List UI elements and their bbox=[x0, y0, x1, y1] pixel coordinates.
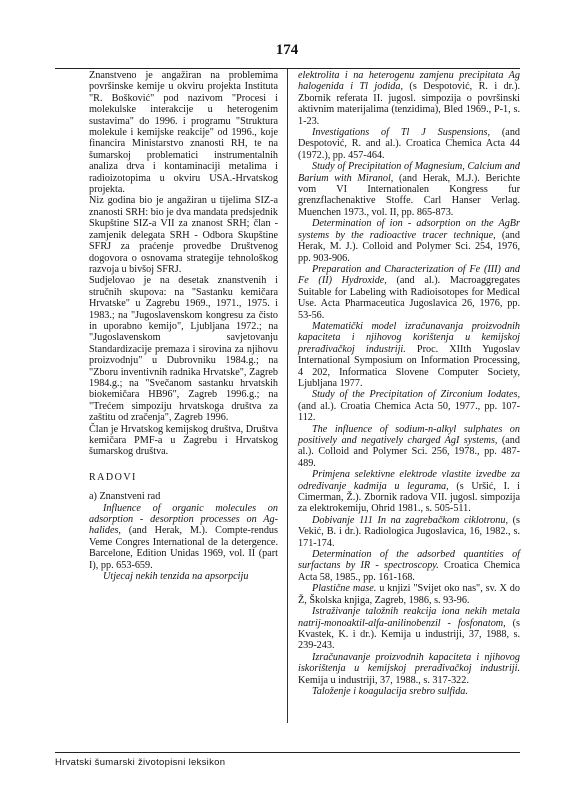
reference-title: The influence of sodium-n-alkyl sulphates on positively and negatively charged AgI systems, bbox=[298, 423, 520, 446]
reference-entry bbox=[298, 606, 520, 652]
reference-entry bbox=[298, 424, 520, 470]
biography-paragraph: Član je Hrvatskog kemijskog društva, Društva kemičara PMF-a u Zagrebu i Hrvatskog šumarskog društva. bbox=[89, 423, 279, 458]
reference-title: Primjena selektivne elektrode vlastite izvedbe za određivanje kadmija u legurama, bbox=[298, 469, 520, 492]
reference-details: (and Despotović, R. and al.). Croatica Chemica Acta 44 (1972.), pp. 457-464. bbox=[298, 127, 521, 161]
reference-entry bbox=[298, 686, 520, 697]
reference-entry bbox=[298, 321, 520, 389]
reference-details: Kemija u industriji, 37, 1988., s. 317-322. bbox=[298, 674, 469, 686]
left-column bbox=[89, 70, 278, 582]
page-number: 174 bbox=[275, 42, 299, 58]
reference-title: Istraživanje taložnih reakcija iona nekih metala natrij-monoaktil-alfa-anilinobenzil - fosfonatom, bbox=[298, 606, 520, 629]
reference-entry bbox=[298, 70, 520, 127]
reference-title: elektrolita i na heterogenu zamjenu precipitata Ag halogenida i Tl jodida, bbox=[298, 70, 520, 93]
reference-entry bbox=[298, 652, 520, 686]
subheading-scientific-work: a) Znanstveni rad bbox=[89, 491, 161, 503]
reference-title: Taloženje i koagulacija srebro sulfida. bbox=[312, 685, 468, 697]
reference-entry bbox=[298, 161, 520, 218]
reference-title: Study of the Precipitation of Zirconium Iodates, bbox=[312, 389, 520, 401]
reference-entry bbox=[89, 503, 278, 571]
reference-title: Izračunavanje proizvodnih kapaciteta i njihovog iskorištenja u kemijskoj prerađivačkoj industriji. bbox=[298, 651, 520, 675]
reference-entry bbox=[298, 549, 520, 583]
reference-title: Plastične mase. bbox=[312, 583, 377, 595]
footer-publication-title: Hrvatski šumarski životopisni leksikon bbox=[55, 757, 226, 768]
reference-details: (and al.). Macroaggregates Suitable for Labeling with Radioisotopes for Medical Use. Acta Pharmaceutica Jugoslavica 26, 1976, pp. 53-56. bbox=[298, 275, 520, 321]
bottom-rule bbox=[55, 752, 520, 753]
right-column bbox=[298, 70, 520, 697]
reference-entry bbox=[298, 583, 520, 606]
reference-title: Influence of organic molecules on adsorption - desorption processes on Ag-halides, bbox=[89, 502, 278, 537]
biography-paragraph: Sudjelovao je na desetak znanstvenih i stručnih skupova: na "Sastanku kemičara Hrvatske" u Zagrebu 1969., 1971., 1975. i 1983.; na "Jugoslavenskom kongresu za čisto in uporabno kemijo", Ljubljana 1972.; na "Jugoslavenskom savjetovanju Standardizacije premaza i sirovina za njihovu proizvodnju" u Dubrovniku 1984.g.; na "Zboru inventivnih radnika Hrvatske", Zagreb 1984.g.; na "Svečanom sastanku hrvatskih biokemičara HB96", Zagreb 1996.g.; na "Trećem simpoziju hrvatskoga društva za zaštitu od zračenja", Zagreb 1996. bbox=[89, 275, 278, 424]
reference-title: Investigations of Tl J Suspensions, bbox=[312, 127, 491, 139]
biography-paragraph: Niz godina bio je angažiran u tijelima SIZ-a znanosti SRH: bio je dva mandata predsjednik Skupštine SIZ-a VII za znanost SRH; član - zamjenik delegata SRH - Odbora Skupštine SFRJ za praćenje provedbe Društvenog dogovora o osnovama strategije tehnološkog razvoja u bivšoj SFRJ. bbox=[89, 195, 278, 275]
reference-details: (and Herak, M. J.). Colloid and Polymer Sci. 254, 1976, pp. 903-906. bbox=[298, 229, 520, 264]
section-heading-radovi: RADOVI bbox=[89, 471, 137, 483]
reference-title: Utjecaj nekih tenzida na apsorpciju bbox=[103, 571, 249, 583]
biography-paragraph: Znanstveno je angažiran na problemima površinske kemije u okviru projekta Instituta "R. Bošković" pod nazivom "Procesi i molekulske interakcije u heterogenim sustavima" do 1996. i programu "Struktura molekule i kemijske reakcije" od 1996., koje financira Ministarstvo znanosti RH, te na šumarskoj problematici instrumentalnih analiza drva i kontaminaciji metalima i radioizotopima u okviru USA.-Hrvatskog projekta. bbox=[89, 70, 278, 196]
reference-details: (s Kvastek, K. i dr.). Kemija u industriji, 37, 1988, s. 239-243. bbox=[298, 617, 520, 652]
reference-details: (s Vekić, B. i dr.). Radiologica Jugoslavica, 16, 1982., s. 171-174. bbox=[298, 514, 520, 549]
reference-details: u knjizi "Svijet oko nas", sv. X do Ž, Školska knjiga, Zagreb, 1986, s. 93-96. bbox=[298, 583, 520, 606]
reference-details: (s Despotović, R. i dr.). Zbornik referata II. jugosl. simpozija o površinski aktivnim materijalima (tenzidima), Bled 1969., P-1, s. 1-23. bbox=[298, 81, 521, 127]
reference-details: (and al.). Colloid and Polymer Sci. 256, 1978., pp. 487-489. bbox=[298, 435, 520, 469]
reference-entry bbox=[298, 469, 520, 515]
reference-details: Croatica Chemica Acta 58, 1985., pp. 161-168. bbox=[298, 560, 520, 583]
reference-title: Study of Precipitation of Magnesium, Calcium and Barium with Miranol, bbox=[298, 161, 520, 184]
reference-details: Proc. XIIth Yugoslav International Symposium on Information Processing, 4 202, Informatica Slovene Computer Society, Ljubljana 1977. bbox=[298, 343, 521, 389]
reference-entry bbox=[298, 515, 520, 549]
column-divider bbox=[287, 69, 288, 723]
reference-details: (s Uršić, I. i Cimerman, Ž.). Zbornik radova VII. jugosl. simpozija za elektrokemiju, Ohrid 1981., s. 505-511. bbox=[298, 480, 520, 515]
reference-title: Matematički model izračunavanja proizvodnih kapaciteta i njihovog korištenja u kemijskoj prerađivačkoj industriji. bbox=[298, 320, 520, 355]
reference-title: Preparation and Characterization of Fe (III) and Fe (II) Hydroxide, bbox=[298, 263, 520, 287]
reference-entry bbox=[298, 264, 520, 321]
reference-entry bbox=[89, 571, 278, 582]
reference-title: Determination of the adsorbed quantities of surfactans by IR - spectroscopy. bbox=[298, 549, 520, 572]
reference-entry bbox=[298, 218, 520, 264]
reference-title: Dobivanje 111 In na zagrebačkom ciklotronu, bbox=[312, 514, 508, 526]
reference-details: (and Herak, M.). Compte-rendus Veme Congres International de la detergence. Barcelone, Edition Unidas 1969, vol. II (part I), pp. 653-659. bbox=[89, 525, 278, 571]
reference-title: Determination of ion - adsorption on the AgBr systems by the radioactive tracer technique, bbox=[298, 218, 520, 241]
reference-entry bbox=[298, 389, 520, 423]
reference-details: (and al.). Croatia Chemica Acta 50, 1977., pp. 107-112. bbox=[298, 400, 520, 424]
reference-entry bbox=[298, 127, 520, 161]
reference-details: (and Herak, M.J.). Berichte vom VI Internationalen Kongress fur grenzflachenaktive Stoffe. Carl Hanser Verlag. Muenchen 1973., vol. II, pp. 865-873. bbox=[298, 172, 520, 218]
